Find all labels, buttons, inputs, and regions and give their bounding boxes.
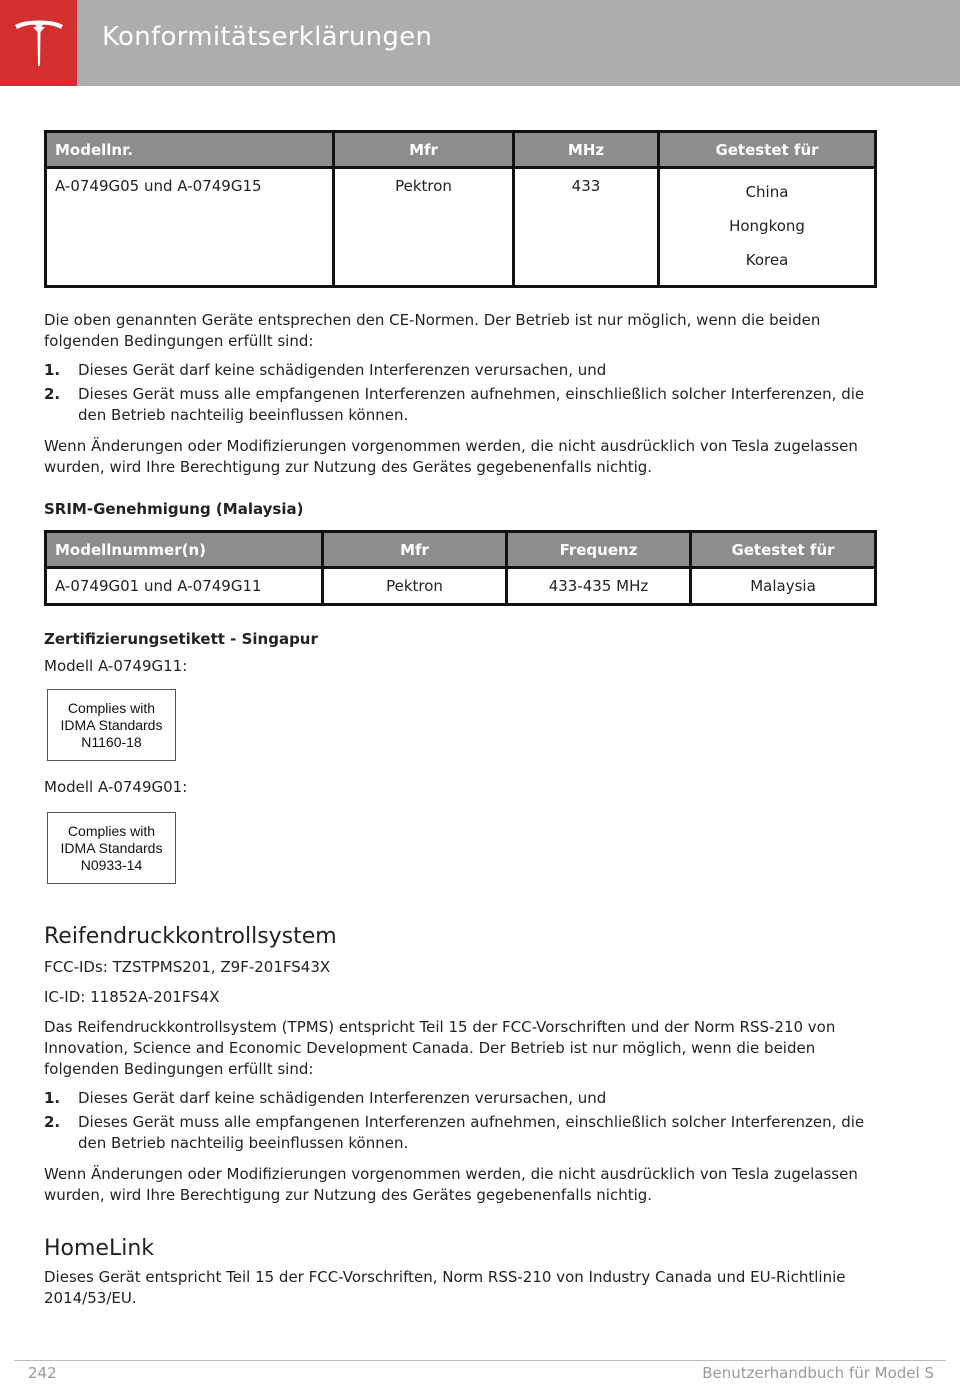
- singapore-model-1: Modell A-0749G11:: [44, 657, 188, 675]
- page-content: [44, 130, 874, 1309]
- column-header: Frequenz: [507, 532, 691, 568]
- list-item: 2. Dieses Gerät muss alle empfangenen Interferenzen aufnehmen, einschließlich solcher Interferenzen, die den Betrieb nachteilig beeinflussen können.: [44, 1113, 865, 1152]
- column-header: Modellnr.: [46, 132, 334, 168]
- model-cell: A-0749G05 und A-0749G15: [46, 168, 334, 287]
- mhz-cell: 433: [514, 168, 659, 287]
- model-cell: A-0749G01 und A-0749G11: [46, 568, 323, 605]
- tpms-note: Wenn Änderungen oder Modifizierungen vorgenommen werden, die nicht ausdrücklich von Tesla zugelassen wurden, wird Ihre Berechtigung zur Nutzung des Gerätes gegebenenfalls nichtig.: [44, 1165, 858, 1204]
- homelink-text: Dieses Gerät entspricht Teil 15 der FCC-Vorschriften, Norm RSS-210 von Industry Canada und EU-Richtlinie 2014/53/EU.: [44, 1268, 846, 1307]
- tpms-ic-id: IC-ID: 11852A-201FS4X: [44, 988, 220, 1006]
- page-title: Konformitätserklärungen: [102, 22, 433, 52]
- footer-divider: [14, 1360, 946, 1361]
- tpms-intro: Das Reifendruckkontrollsystem (TPMS) entspricht Teil 15 der FCC-Vorschriften und der Norm RSS-210 von Innovation, Science and Economic Development Canada. Der Betrieb ist nur möglich, wenn die beiden folgenden Bedingungen erfüllt sind:: [44, 1018, 836, 1078]
- srim-heading: SRIM-Genehmigung (Malaysia): [44, 500, 304, 518]
- column-header: Mfr: [323, 532, 507, 568]
- page-number: 242: [28, 1364, 57, 1382]
- table-row: [46, 568, 876, 605]
- tested-cell: [659, 168, 876, 287]
- column-header: Mfr: [334, 132, 514, 168]
- tesla-logo-icon: [13, 16, 65, 70]
- list-item: 1. Dieses Gerät darf keine schädigenden Interferenzen verursachen, und: [44, 361, 607, 379]
- list-item: 1. Dieses Gerät darf keine schädigenden Interferenzen verursachen, und: [44, 1089, 607, 1107]
- ce-conditions-list: [44, 360, 874, 426]
- singapore-heading: Zertifizierungsetikett - Singapur: [44, 630, 318, 648]
- ce-note: Wenn Änderungen oder Modifizierungen vorgenommen werden, die nicht ausdrücklich von Tesla zugelassen wurden, wird Ihre Berechtigung zur Nutzung des Gerätes gegebenenfalls nichtig.: [44, 437, 858, 476]
- tpms-conditions-list: [44, 1088, 874, 1154]
- homelink-heading: HomeLink: [44, 1236, 155, 1261]
- column-header: Getestet für: [659, 132, 876, 168]
- table-header-row: [46, 132, 876, 168]
- table-row: [46, 168, 876, 287]
- column-header: Getestet für: [691, 532, 876, 568]
- tpms-fcc-ids: FCC-IDs: TZSTPMS201, Z9F-201FS43X: [44, 958, 331, 976]
- table-header-row: [46, 532, 876, 568]
- list-item: 2. Dieses Gerät muss alle empfangenen Interferenzen aufnehmen, einschließlich solcher Interferenzen, die den Betrieb nachteilig beeinflussen können.: [44, 385, 865, 424]
- tpms-heading: Reifendruckkontrollsystem: [44, 924, 337, 949]
- logo-box: [0, 0, 77, 86]
- srim-table: [44, 530, 877, 606]
- ce-intro: Die oben genannten Geräte entsprechen den CE-Normen. Der Betrieb ist nur möglich, wenn die beiden folgenden Bedingungen erfüllt sind:: [44, 311, 821, 350]
- column-header: MHz: [514, 132, 659, 168]
- idma-label-2: Complies with IDMA Standards N0933-14: [47, 812, 176, 884]
- mfr-cell: Pektron: [323, 568, 507, 605]
- column-header: Modellnummer(n): [46, 532, 323, 568]
- ce-model-table: [44, 130, 877, 288]
- country: China: [745, 183, 789, 201]
- frequency-cell: 433-435 MHz: [507, 568, 691, 605]
- manual-title: Benutzerhandbuch für Model S: [702, 1364, 934, 1382]
- idma-label-1: Complies with IDMA Standards N1160-18: [47, 689, 176, 761]
- country: Hongkong: [729, 217, 805, 235]
- singapore-model-2: Modell A-0749G01:: [44, 778, 188, 796]
- page-header: [0, 0, 960, 86]
- country: Korea: [745, 251, 789, 269]
- mfr-cell: Pektron: [334, 168, 514, 287]
- tested-cell: Malaysia: [691, 568, 876, 605]
